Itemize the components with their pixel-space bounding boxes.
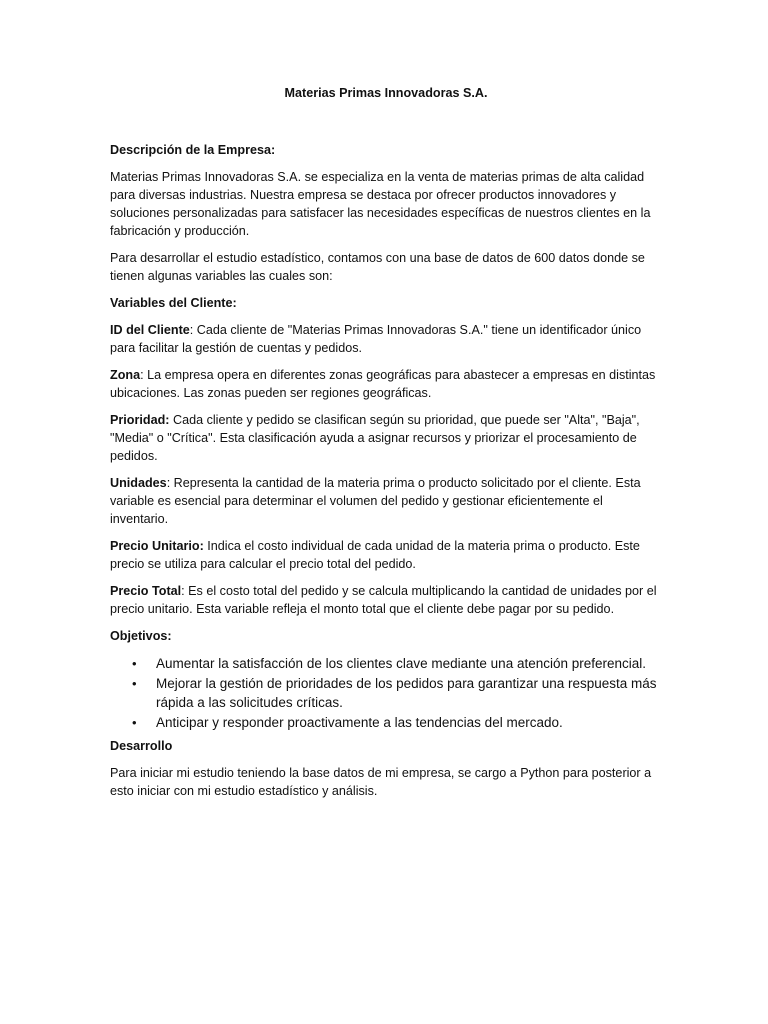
variable-separator: :: [181, 584, 185, 598]
objectives-heading: Objetivos:: [110, 629, 172, 643]
objective-text: Mejorar la gestión de prioridades de los pedidos para garantizar una respuesta más rápida a las solicitudes críticas.: [156, 676, 657, 710]
bullet-icon: •: [132, 676, 137, 691]
objective-text: Anticipar y responder proactivamente a las tendencias del mercado.: [156, 715, 563, 730]
dataset-intro: Para desarrollar el estudio estadístico, contamos con una base de datos de 600 datos donde se tienen algunas variables las cuales son:: [110, 251, 645, 283]
variable-name: Prioridad:: [110, 413, 170, 427]
development-text: Para iniciar mi estudio teniendo la base datos de mi empresa, se cargo a Python para posterior a esto iniciar con mi estudio estadístico y análisis.: [110, 766, 652, 798]
variable-name: Precio Unitario:: [110, 539, 204, 553]
variable-item: [110, 474, 660, 528]
objective-item: [110, 674, 660, 712]
objective-item: [110, 713, 660, 732]
variable-description: La empresa opera en diferentes zonas geográficas para abastecer a empresas en distintas ubicaciones. Las zonas pueden ser regiones geográficas.: [110, 368, 656, 400]
variable-name: Zona: [110, 368, 141, 382]
variable-separator: :: [189, 323, 194, 337]
variable-item: [110, 321, 660, 357]
variable-description: Representa la cantidad de la materia prima o producto solicitado por el cliente. Esta variable es esencial para determinar el volumen del pedido y gestionar eficientemente el inventario.: [110, 476, 641, 526]
variable-item: [110, 366, 660, 402]
development-heading: Desarrollo: [110, 739, 173, 753]
variables-heading: Variables del Cliente:: [110, 296, 237, 310]
variable-name: Precio Total: [110, 584, 182, 598]
company-heading: Descripción de la Empresa:: [110, 143, 276, 157]
variable-name: Unidades: [110, 476, 167, 490]
objectives-list: [110, 654, 660, 732]
variable-description: Indica el costo individual de cada unidad de la materia prima o producto. Este precio se utiliza para calcular el precio total del pedido.: [110, 539, 640, 571]
document-title: Materias Primas Innovadoras S.A.: [284, 86, 488, 100]
variable-separator: :: [140, 368, 144, 382]
bullet-icon: •: [132, 715, 137, 730]
variable-description: Cada cliente y pedido se clasifican según su prioridad, que puede ser "Alta", "Baja", "Media" o "Crítica". Esta clasificación ayuda a asignar recursos y priorizar el procesamiento de pedidos.: [110, 413, 640, 463]
objective-item: [110, 654, 660, 673]
variable-item: [110, 411, 660, 465]
variable-separator: :: [166, 476, 171, 490]
variable-item: [110, 537, 660, 573]
variable-item: [110, 582, 660, 618]
variable-name: ID del Cliente: [110, 323, 190, 337]
variable-description: Es el costo total del pedido y se calcula multiplicando la cantidad de unidades por el precio unitario. Esta variable refleja el monto total que el cliente debe pagar por su pedido.: [110, 584, 657, 616]
objective-text: Aumentar la satisfacción de los clientes clave mediante una atención preferencial.: [156, 656, 647, 671]
variable-description: Cada cliente de "Materias Primas Innovadoras S.A." tiene un identificador único para facilitar la gestión de cuentas y pedidos.: [110, 323, 642, 355]
bullet-icon: •: [132, 656, 137, 671]
document-page: [110, 84, 660, 809]
company-description: Materias Primas Innovadoras S.A. se especializa en la venta de materias primas de alta calidad para diversas industrias. Nuestra empresa se destaca por ofrecer productos innovadores y soluciones personalizadas para satisfacer las necesidades específicas de nuestros clientes en la fabricación y producción.: [110, 170, 651, 238]
